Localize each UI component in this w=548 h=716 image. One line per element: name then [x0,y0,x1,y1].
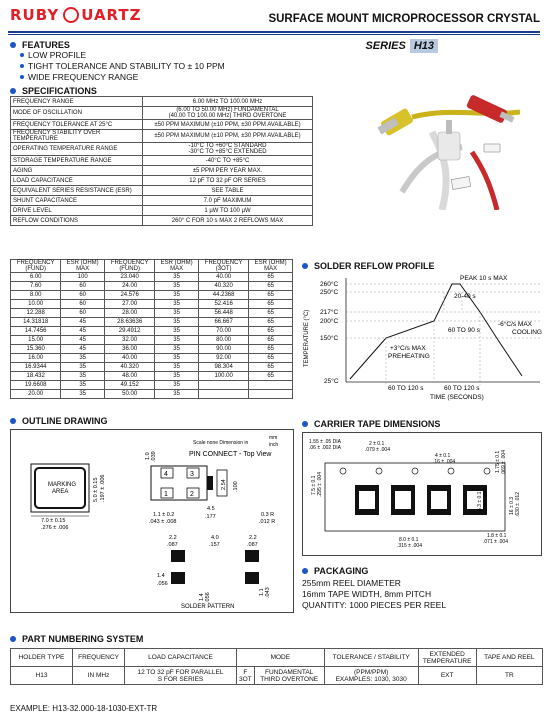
esr-cell: 35 [155,336,199,345]
product-photo [372,92,520,210]
dim-text: 16 ± 0.3 [509,496,515,515]
outline-svg [11,430,293,612]
esr-row [11,309,293,318]
esr-cell: 28.00 [104,309,154,318]
esr-row [11,372,293,381]
spec-value: SEE TABLE [143,186,313,196]
spec-row [11,97,313,107]
packaging-heading-text: PACKAGING [314,566,369,576]
bullet-icon [20,64,24,68]
esr-cell: 45 [61,336,105,345]
esr-cell: 16.00 [11,354,61,363]
packaging-line: QUANTITY: 1000 PIECES PER REEL [302,600,447,610]
esr-cell: 23.040 [104,273,154,282]
annotation-preheat-1: +3°C/s MAX [390,345,426,352]
pin-2: 2 [190,491,194,498]
esr-cell: 45 [61,345,105,354]
esr-cell: 44.2368 [198,291,248,300]
spec-value: 7.0 pF MAXIMUM [143,196,313,206]
esr-cell: 48.00 [104,372,154,381]
pn-value: (PPM/PPM) EXAMPLES: 1030, 3030 [324,667,418,685]
esr-row [11,363,293,372]
outline-drawing [10,429,294,613]
pn-value: FUNDAMENTAL THIRD OVERTONE [254,667,324,685]
dim-text: 5.3 ± 0.1 [477,491,483,511]
carrier-tape-heading [302,419,440,429]
part-number-example: EXAMPLE: H13-32.000-18-1030-EXT-TR [10,704,158,713]
feature-item [20,50,86,60]
esr-row [11,318,293,327]
esr-cell: 65 [249,291,293,300]
document-title: SURFACE MOUNT MICROPROCESSOR CRYSTAL [268,13,540,25]
spec-value: 12 pF TO 32 pF OR SERIES [143,176,313,186]
esr-cell: 66.667 [198,318,248,327]
spec-label: REFLOW CONDITIONS [11,216,143,226]
dim-text: 4.5 [207,506,215,512]
feature-text: LOW PROFILE [28,50,87,60]
bullet-icon [10,418,16,424]
dim-text: .630 ± .012 [515,492,521,517]
esr-cell: 35 [155,390,199,399]
esr-cell: 36.00 [104,345,154,354]
esr-row [11,327,293,336]
esr-cell: 65 [249,309,293,318]
esr-cell: 32.00 [104,336,154,345]
scale-note: Scale none Dimension in [193,440,249,446]
spec-label: LOAD CAPACITANCE [11,176,143,186]
esr-cell: 12.288 [11,309,61,318]
dim-text: .276 ± .006 [41,525,69,531]
carrier-tape-heading-text: CARRIER TAPE DIMENSIONS [314,419,441,429]
spec-value: 1 µW TO 100 µW [143,206,313,216]
esr-cell: 45 [61,318,105,327]
dim-text: 2.2 [169,535,177,541]
solder-pattern-label: SOLDER PATTERN [181,604,235,610]
solder-reflow-heading-text: SOLDER REFLOW PROFILE [314,261,435,271]
dim-text: 2 ± 0.1 [369,441,385,447]
esr-cell: 35 [155,273,199,282]
spec-value: ±50 PPM MAXIMUM (±10 PPM, ±30 PPM AVAILABLE) [143,130,313,143]
esr-cell: 60 [61,300,105,309]
y-tick: 250°C [320,289,339,296]
bullet-icon [302,421,308,427]
esr-cell: 28.63636 [104,318,154,327]
esr-cell: 35 [155,300,199,309]
feature-item [20,61,225,71]
specifications-heading [10,86,97,96]
esr-cell: 20.00 [11,390,61,399]
dim-text: 7.0 ± 0.15 [41,518,66,524]
pn-value: F 3OT [237,667,255,685]
esr-cell: 60 [61,309,105,318]
esr-cell: 35 [155,345,199,354]
esr-row [11,354,293,363]
esr-cell: 29.4912 [104,327,154,336]
dim-text: .039 [151,451,157,462]
dim-text: .071 ± .004 [483,539,508,545]
esr-cell: 100 [61,273,105,282]
esr-column-header: ESR (OHM) MAX [61,260,105,273]
annotation-preheat-2: PREHEATING [388,353,430,360]
marking-area-1: MARKING [48,482,77,488]
esr-cell: 65 [249,273,293,282]
solder-reflow-chart [302,272,542,406]
dim-text: .012 R [259,519,276,525]
esr-cell: 35 [61,363,105,372]
esr-cell: 14.31818 [11,318,61,327]
dim-text: 1.55 ± .05 DIA [309,439,341,445]
marking-area-2: AREA [52,489,69,495]
dim-text: .197 ± .006 [100,474,106,502]
part-numbering-header-row [11,649,543,667]
esr-cell: 80.00 [198,336,248,345]
specifications-heading-text: SPECIFICATIONS [22,86,97,96]
esr-cell: 24.576 [104,291,154,300]
spec-row [11,130,313,143]
part-numbering-table [10,648,543,685]
dim-text: .06 ± .002 DIA [309,445,341,451]
esr-cell: 65 [249,363,293,372]
spec-label: DRIVE LEVEL [11,206,143,216]
spec-row [11,120,313,130]
esr-cell: 10.00 [11,300,61,309]
dim-text: 1.1 [259,588,265,596]
spec-label: FREQUENCY RANGE [11,97,143,107]
esr-cell: 35 [155,327,199,336]
carrier-tape-drawing [302,432,542,556]
spec-value: -40°C TO +85°C [143,156,313,166]
header-rule [8,31,540,33]
dim-text: .100 [233,481,239,492]
spec-row [11,216,313,226]
y-axis-label: TEMPERATURE (°C) [304,309,310,367]
spec-label: SHUNT CAPACITANCE [11,196,143,206]
dim-text: 2.54 [221,479,227,490]
dim-text: 1.8 ± 0.1 [487,533,507,539]
spec-row [11,196,313,206]
esr-cell: 92.00 [198,354,248,363]
y-tick: 217°C [320,309,339,316]
esr-row [11,381,293,390]
spec-value: 6.00 MHz TO 100.00 MHz [143,97,313,107]
pn-value: IN MHz [73,667,125,685]
pn-header: FREQUENCY [73,649,125,667]
annotation-cooling-2: COOLING [512,329,542,336]
features-heading [10,40,70,50]
y-tick: 25°C [324,378,339,385]
features-heading-text: FEATURES [22,40,70,50]
dim-text: 1.4 [199,593,205,601]
part-numbering-heading-text: PART NUMBERING SYSTEM [22,634,144,644]
y-tick: 150°C [320,335,339,342]
esr-column-header: FREQUENCY (FUND) [104,260,154,273]
bullet-icon [302,263,308,269]
carrier-tape-svg [303,433,541,555]
y-tick: 200°C [320,318,339,325]
spec-label: FREQUENCY TOLERANCE AT 25°C [11,120,143,130]
bullet-icon [302,568,308,574]
packaging-line: 255mm REEL DIAMETER [302,578,401,588]
dim-text: .056 [157,581,168,587]
dim-text: .315 ± .004 [397,543,422,549]
esr-cell: 6.00 [11,273,61,282]
pn-header: HOLDER TYPE [11,649,73,667]
esr-cell: 15.360 [11,345,61,354]
solder-reflow-heading [302,261,435,271]
esr-cell: 14.7456 [11,327,61,336]
spec-value: 260° C FOR 10 s MAX 2 REFLOWS MAX [143,216,313,226]
dim-text: .209 ± .004 [483,488,489,513]
dim-text: .056 [205,592,211,603]
x-axis-label: TIME (SECONDS) [430,394,484,401]
header-rule-thin [8,34,540,35]
feature-text: TIGHT TOLERANCE AND STABILITY TO ± 10 PPM [28,61,225,71]
dim-text: 4.0 [211,535,219,541]
esr-header-row [11,260,293,273]
esr-cell: 65 [249,354,293,363]
logo-text-right: UARTZ [81,6,142,24]
spec-row [11,143,313,156]
dim-text: 1.75 ± 0.1 [495,450,501,473]
spec-value: ±5 PPM PER YEAR MAX. [143,166,313,176]
dim-text: 0.3 R [261,512,275,518]
esr-cell: 35 [155,291,199,300]
annotation-60-120-b: 60 TO 120 s [444,385,480,392]
dim-text: 4 ± 0.1 [435,453,451,459]
pn-header: TOLERANCE / STABILITY [324,649,418,667]
specifications-table [10,96,313,226]
esr-cell: 35 [61,354,105,363]
esr-cell: 18.432 [11,372,61,381]
solder-reflow-svg [302,272,542,406]
brand-logo [10,6,142,24]
pn-header: TAPE AND REEL [476,649,542,667]
esr-cell: 35 [155,318,199,327]
annotation-20-40: 20-40 s [454,293,476,300]
esr-cell: 40.320 [198,282,248,291]
pn-value: EXT [418,667,476,685]
esr-cell: 16.9344 [11,363,61,372]
pn-value: TR [476,667,542,685]
spec-label: MODE OF OSCILLATION [11,107,143,120]
esr-cell: 35 [155,372,199,381]
pn-value: H13 [11,667,73,685]
dim-text: 7.5 ± 0.1 [311,475,317,495]
esr-cell: 65 [249,282,293,291]
series-label [365,40,438,52]
spec-row [11,166,313,176]
esr-row [11,336,293,345]
esr-cell: 65 [249,372,293,381]
esr-row [11,300,293,309]
outline-heading [10,416,108,426]
esr-cell: 60 [61,282,105,291]
bullet-icon [20,53,24,57]
dim-text: .087 [247,542,258,548]
esr-cell: 35 [61,390,105,399]
pn-header: LOAD CAPACITANCE [125,649,237,667]
packaging-details [302,578,446,611]
dim-text: 2.2 [249,535,257,541]
esr-cell: 15.00 [11,336,61,345]
annotation-60-120-a: 60 TO 120 s [388,385,424,392]
esr-cell: 40.00 [104,354,154,363]
esr-row [11,282,293,291]
spec-row [11,107,313,120]
esr-row [11,273,293,282]
dim-text: 1.0 [145,452,151,460]
esr-cell: 56.448 [198,309,248,318]
esr-cell: 35 [155,354,199,363]
dim-text: .043 ± .008 [149,519,177,525]
series-label-text: SERIES [365,40,406,52]
esr-cell: 35 [61,372,105,381]
spec-row [11,186,313,196]
esr-cell: 19.6608 [11,381,61,390]
esr-cell [249,390,293,399]
dim-text: .069 ± .004 [501,450,507,475]
spec-row [11,156,313,166]
units-mm: mm [269,435,278,441]
esr-cell [198,390,248,399]
logo-text-left: RUBY [10,6,60,24]
esr-cell: 24.00 [104,282,154,291]
esr-cell: 8.00 [11,291,61,300]
esr-column-header: FREQUENCY (FUND) [11,260,61,273]
esr-cell: 27.00 [104,300,154,309]
esr-cell: 98.304 [198,363,248,372]
esr-cell: 7.60 [11,282,61,291]
esr-cell: 35 [155,363,199,372]
esr-table [10,259,293,399]
esr-cell: 65 [249,327,293,336]
dim-text: .087 [167,542,178,548]
esr-row [11,345,293,354]
logo-q-ring [63,7,79,23]
dim-text: 1.1 ± 0.2 [153,512,175,518]
spec-label: FREQUENCY STABILITY OVER TEMPERATURE [11,130,143,143]
esr-cell: 40.00 [198,273,248,282]
pin-connect-label: PIN CONNECT - Top View [189,451,272,458]
pn-header: EXTENDED TEMPERATURE [418,649,476,667]
spec-label: OPERATING TEMPERATURE RANGE [11,143,143,156]
feature-item [20,72,138,82]
dim-text: 1.4 [157,573,165,579]
esr-cell: 70.00 [198,327,248,336]
pn-value: 12 TO 32 pF FOR PARALLEL S FOR SERIES [125,667,237,685]
outline-heading-text: OUTLINE DRAWING [22,416,108,426]
esr-cell: 65 [249,336,293,345]
esr-cell: 65 [249,345,293,354]
dim-text: .079 ± .004 [365,447,390,453]
units-inch: inch [269,442,279,448]
dim-text: .043 [265,587,271,598]
dim-text: .157 [209,542,220,548]
dim-text: .16 ± .004 [433,459,456,465]
spec-label: AGING [11,166,143,176]
pin-4: 4 [164,471,168,478]
part-numbering-value-row [11,667,543,685]
esr-cell: 60 [61,291,105,300]
esr-column-header: FREQUENCY (3OT) [198,260,248,273]
spec-row [11,206,313,216]
bullet-icon [10,42,16,48]
pin-3: 3 [190,471,194,478]
dim-text: .295 ± .004 [317,472,323,497]
y-tick: 260°C [320,281,339,288]
esr-cell: 90.00 [198,345,248,354]
esr-cell: 49.152 [104,381,154,390]
esr-row [11,291,293,300]
feature-text: WIDE FREQUENCY RANGE [28,72,139,82]
esr-column-header: ESR (OHM) MAX [249,260,293,273]
esr-cell: 52.416 [198,300,248,309]
pin-1: 1 [164,491,168,498]
esr-cell: 40.320 [104,363,154,372]
bullet-icon [20,75,24,79]
spec-value: ±50 PPM MAXIMUM (±10 PPM, ±30 PPM AVAILABLE) [143,120,313,130]
esr-cell: 35 [155,309,199,318]
esr-cell: 45 [61,327,105,336]
annotation-60-90: 60 TO 90 s [448,327,480,334]
spec-row [11,176,313,186]
spec-label: EQUIVALENT SERIES RESISTANCE (ESR) [11,186,143,196]
series-code: H13 [410,39,438,53]
esr-cell [198,381,248,390]
esr-row [11,390,293,399]
spec-value: -10°C TO +60°C STANDARD -30°C TO +85°C EXTENDED [143,143,313,156]
esr-cell: 65 [249,318,293,327]
esr-cell: 50.00 [104,390,154,399]
dim-text: .177 [205,514,216,520]
esr-cell [249,381,293,390]
pn-header: MODE [237,649,325,667]
packaging-line: 16mm TAPE WIDTH, 8mm PITCH [302,589,432,599]
esr-cell: 35 [155,282,199,291]
esr-cell: 100.00 [198,372,248,381]
spec-label: STORAGE TEMPERATURE RANGE [11,156,143,166]
dim-text: 8.0 ± 0.1 [399,537,419,543]
bullet-icon [10,88,16,94]
esr-cell: 35 [61,381,105,390]
esr-cell: 35 [155,381,199,390]
annotation-peak: PEAK 10 s MAX [460,275,508,282]
packaging-heading [302,566,368,576]
part-numbering-heading [10,634,143,644]
esr-cell: 65 [249,300,293,309]
bullet-icon [10,636,16,642]
spec-value: (6.00 TO 50.00 MHz) FUNDAMENTAL (40.00 TO 100.00 MHz) THIRD OVERTONE [143,107,313,120]
product-photo-graphic [372,92,520,210]
dim-text: 5.0 ± 0.15 [93,477,99,502]
annotation-cooling-1: -6°C/s MAX [498,321,533,328]
esr-column-header: ESR (OHM) MAX [155,260,199,273]
